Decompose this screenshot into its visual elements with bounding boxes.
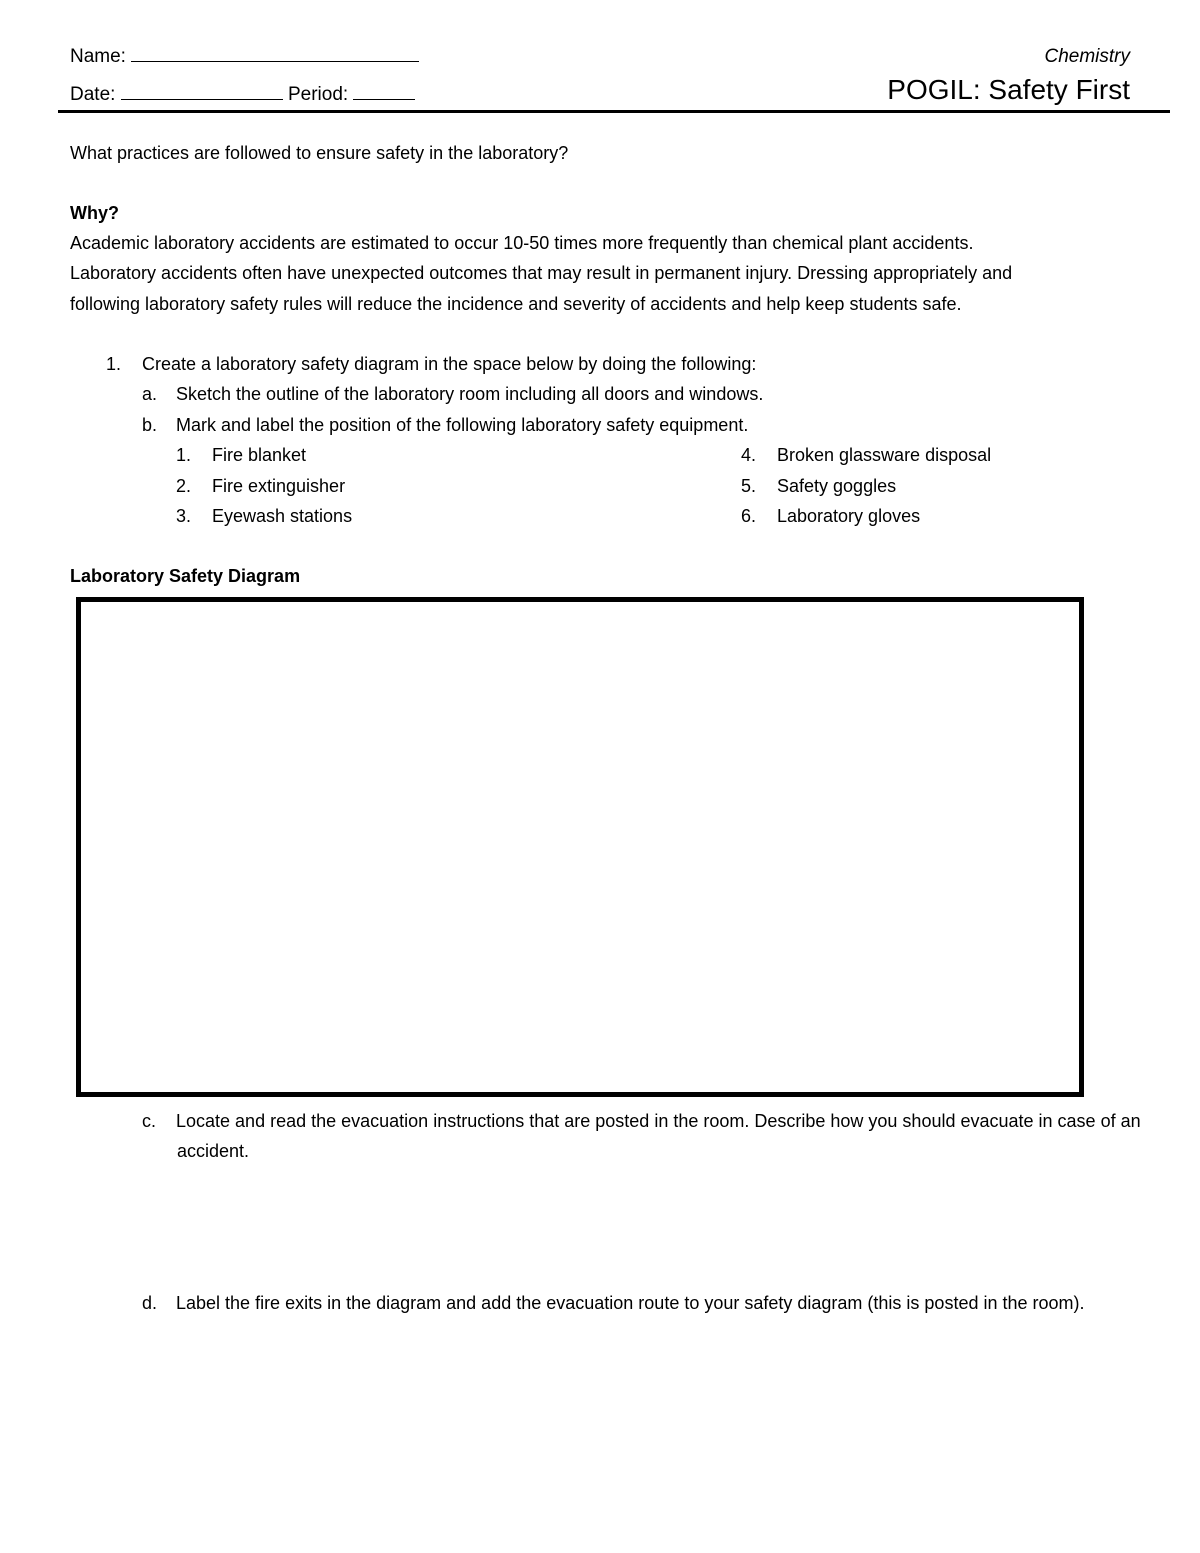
safety-diagram-area[interactable]: [76, 597, 1084, 1097]
step-d-text: Label the fire exits in the diagram and add the evacuation route to your safety diagram (this is posted in the room).: [176, 1293, 1085, 1313]
equipment-number: 3.: [176, 506, 192, 526]
equipment-number: 4.: [741, 445, 757, 465]
equipment-label: Fire extinguisher: [212, 476, 346, 496]
name-blank[interactable]: [131, 43, 419, 62]
date-period-row: [70, 80, 415, 110]
question-1-number: 1.: [106, 354, 122, 374]
equipment-item: [741, 501, 920, 531]
why-line-2: Laboratory accidents often have unexpected outcomes that may result in permanent injury. Dressing appropriately and: [70, 263, 1013, 283]
step-d-letter: d.: [142, 1293, 158, 1313]
step-d: [142, 1288, 1167, 1318]
step-a-letter: a.: [142, 384, 158, 404]
step-c: [142, 1106, 1167, 1166]
equipment-number: 2.: [176, 476, 192, 496]
subject-label: Chemistry: [1044, 46, 1130, 67]
equipment-number: 1.: [176, 445, 192, 465]
equipment-item: [176, 440, 306, 470]
question-1: [106, 349, 756, 379]
question-1-text: Create a laboratory safety diagram in the space below by doing the following:: [142, 354, 757, 374]
equipment-item: [176, 501, 352, 531]
step-b-letter: b.: [142, 415, 158, 435]
step-c-letter: c.: [142, 1111, 157, 1131]
equipment-label: Eyewash stations: [212, 506, 353, 526]
name-field[interactable]: [70, 42, 419, 72]
why-heading: Why?: [70, 203, 119, 223]
equipment-item: [741, 471, 896, 501]
equipment-number: 6.: [741, 506, 757, 526]
step-a: [142, 379, 763, 409]
period-label: Period:: [287, 84, 349, 105]
why-line-1: Academic laboratory accidents are estimated to occur 10-50 times more frequently than chemical plant accidents.: [70, 233, 974, 253]
equipment-number: 5.: [741, 476, 757, 496]
date-label: Date:: [70, 84, 116, 105]
equipment-label: Safety goggles: [777, 476, 897, 496]
equipment-item: [176, 471, 345, 501]
document-title: POGIL: Safety First: [887, 74, 1130, 105]
period-blank[interactable]: [353, 81, 415, 100]
guiding-question: What practices are followed to ensure safety in the laboratory?: [70, 143, 569, 163]
step-b: [142, 410, 748, 440]
date-blank[interactable]: [121, 81, 283, 100]
diagram-heading: Laboratory Safety Diagram: [70, 566, 301, 586]
equipment-label: Laboratory gloves: [777, 506, 921, 526]
step-b-text: Mark and label the position of the following laboratory safety equipment.: [176, 415, 749, 435]
name-label: Name:: [70, 46, 126, 67]
equipment-label: Fire blanket: [212, 445, 307, 465]
header-divider: [58, 110, 1170, 113]
equipment-item: [741, 440, 991, 470]
step-c-text: Locate and read the evacuation instructions that are posted in the room. Describe how you should evacuate in case of an accident.: [176, 1111, 1141, 1161]
why-line-3: following laboratory safety rules will reduce the incidence and severity of accidents and help keep students safe.: [70, 294, 962, 314]
step-a-text: Sketch the outline of the laboratory room including all doors and windows.: [176, 384, 764, 404]
equipment-label: Broken glassware disposal: [777, 445, 992, 465]
